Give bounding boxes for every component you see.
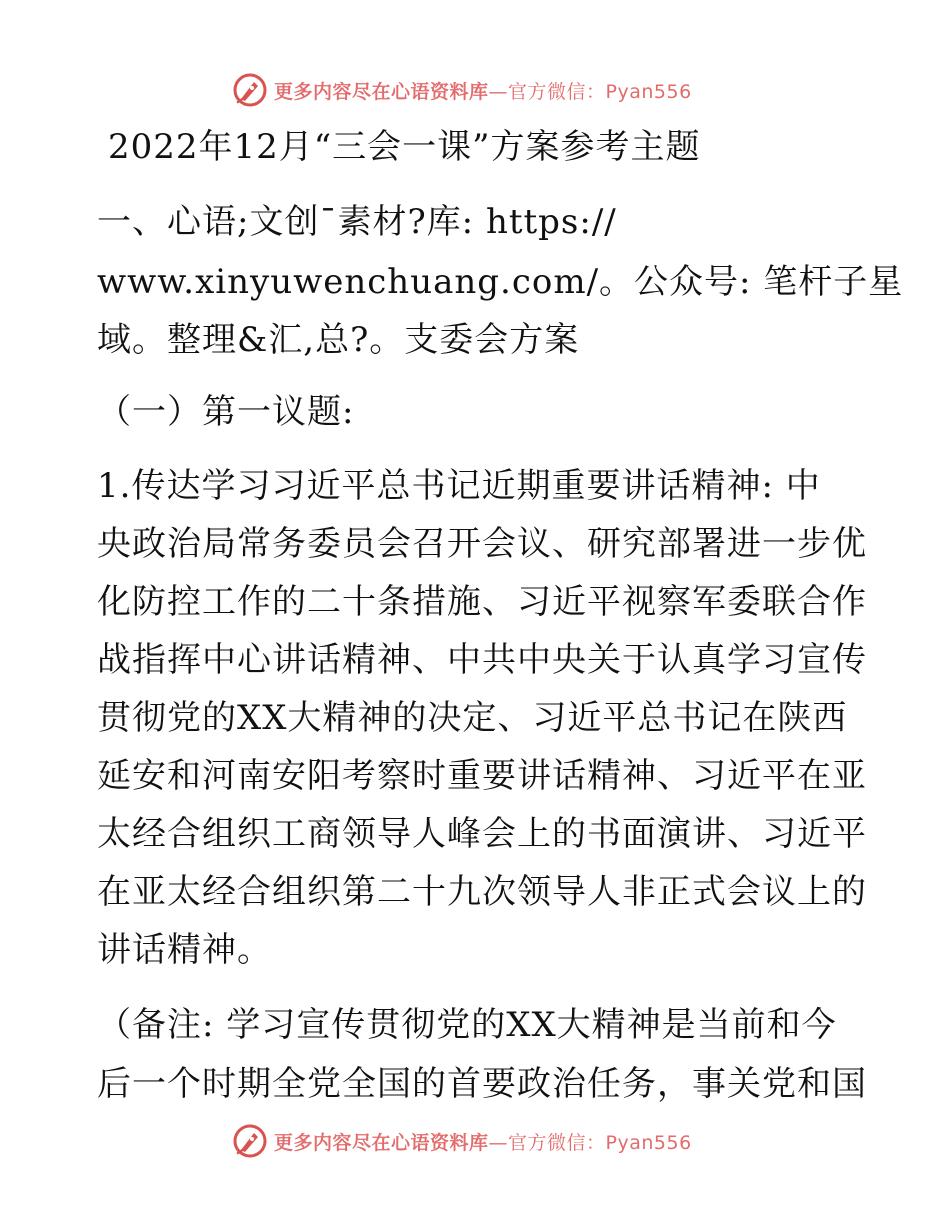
pen-nib-logo-icon [232,1123,268,1159]
watermark-separator: — [488,1131,509,1154]
watermark-contact-label: 官方微信： [508,1131,606,1154]
watermark-wechat-id: Pyan556 [605,1131,692,1154]
text-line: 域。整理&汇,总?。支委会方案 [97,320,580,360]
text-line: 央政治局常务委员会召开会议、研究部署进一步优 [97,524,867,564]
text-line: 延安和河南安阳考察时重要讲话精神、习近平在亚 [97,756,867,796]
text-line: 化防控工作的二十条措施、习近平视察军委联合作 [97,582,867,622]
pen-nib-logo-icon [232,72,268,108]
text-line: 一、心语;文创¯素材?库: https:// [97,202,617,242]
watermark-separator: — [488,80,509,103]
watermark-brand: 更多内容尽在心语资料库 [274,80,489,103]
text-line: 战指挥中心讲话精神、中共中央关于认真学习宣传 [97,640,867,680]
watermark-text [274,77,692,104]
text-line: 贯彻党的XX大精神的决定、习近平总书记在陕西 [97,698,848,738]
text-line: 讲话精神。 [97,930,272,970]
text-line: 太经合组织工商领导人峰会上的书面演讲、习近平 [97,814,867,854]
watermark-wechat-id: Pyan556 [605,80,692,103]
text-line: www.xinyuwenchuang.com/。公众号: 笔杆子星 [97,262,904,302]
text-line: 后一个时期全党全国的首要政治任务，事关党和国 [97,1064,867,1104]
watermark-text [274,1128,692,1155]
watermark-brand: 更多内容尽在心语资料库 [274,1131,489,1154]
text-line: 1.传达学习习近平总书记近期重要讲话精神: 中 [97,466,821,506]
watermark-footer [232,1121,692,1161]
text-line: 在亚太经合组织第二十九次领导人非正式会议上的 [97,872,867,912]
watermark-header [232,70,692,110]
document-title: 2022年12月“三会一课”方案参考主题 [108,127,701,167]
text-line: （备注: 学习宣传贯彻党的XX大精神是当前和今 [97,1005,837,1045]
watermark-contact-label: 官方微信： [508,80,606,103]
section-heading: （一）第一议题: [97,392,355,432]
